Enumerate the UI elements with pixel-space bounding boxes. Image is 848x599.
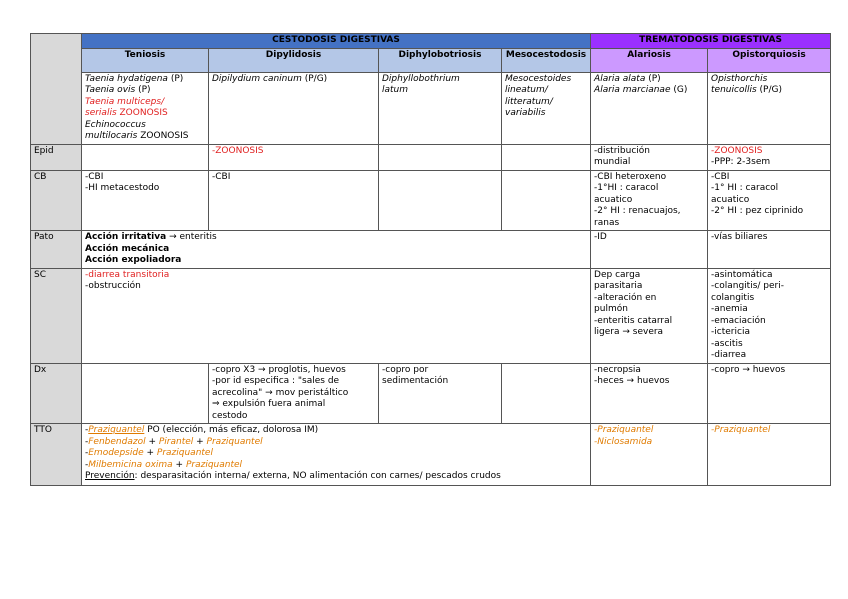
pato-alariosis: -ID	[591, 231, 708, 269]
row-label-sc: SC	[31, 268, 82, 363]
dx-diphylobotriosis: -copro por sedimentación	[379, 363, 502, 424]
row-label-tto: TTO	[31, 424, 82, 486]
sc-cestodes: -diarrea transitoria -obstrucción	[82, 268, 591, 363]
species-row	[31, 72, 831, 144]
col-teniosis: Teniosis	[82, 48, 209, 72]
group-trematodes: TREMATODOSIS DIGESTIVAS	[591, 34, 831, 49]
group-header-row	[31, 34, 831, 49]
row-tto	[31, 424, 831, 486]
species-opistorquiosis: Opisthorchis tenuicollis (P/G)	[708, 72, 831, 144]
epid-mesocestodosis	[502, 144, 591, 170]
cb-diphylobotriosis	[379, 170, 502, 231]
row-cb	[31, 170, 831, 231]
sc-alariosis: Dep carga parasitaria -alteración en pulmón -enteritis catarral ligera → severa	[591, 268, 708, 363]
dx-opistorquiosis: -copro → huevos	[708, 363, 831, 424]
species-alariosis: Alaria alata (P) Alaria marcianae (G)	[591, 72, 708, 144]
group-cestodes: CESTODOSIS DIGESTIVAS	[82, 34, 591, 49]
parasitology-table	[30, 33, 831, 486]
species-teniosis: Taenia hydatigena (P) Taenia ovis (P) Taenia multiceps/ serialis ZOONOSIS Echinococcus multilocaris ZOONOSIS	[82, 72, 209, 144]
pato-cestodes: Acción irritativa → enteritis Acción mecánica Acción expoliadora	[82, 231, 591, 269]
col-opistorquiosis: Opistorquiosis	[708, 48, 831, 72]
species-diphylobotriosis: Diphyllobothrium latum	[379, 72, 502, 144]
epid-alariosis: -distribución mundial	[591, 144, 708, 170]
cb-mesocestodosis	[502, 170, 591, 231]
row-epid	[31, 144, 831, 170]
tto-cestodes: -Praziquantel PO (elección, más eficaz, dolorosa IM) -Fenbendazol + Pirantel + Praziquantel -Emodepside + Praziquantel -Milbemicina oxima + Praziquantel Prevención: desparasitación interna/ externa, NO alimentación con carnes/ pescados crudos	[82, 424, 591, 486]
cb-dipylidosis: -CBI	[209, 170, 379, 231]
species-mesocestodosis: Mesocestoides lineatum/ litteratum/ variabilis	[502, 72, 591, 144]
tto-opistorquiosis: -Praziquantel	[708, 424, 831, 486]
row-label-cb: CB	[31, 170, 82, 231]
pato-opistorquiosis: -vías biliares	[708, 231, 831, 269]
tto-alariosis: -Praziquantel -Niclosamida	[591, 424, 708, 486]
cb-teniosis: -CBI -HI metacestodo	[82, 170, 209, 231]
cb-alariosis: -CBI heteroxeno -1°HI : caracol acuatico -2° HI : renacuajos, ranas	[591, 170, 708, 231]
epid-dipylidosis: -ZOONOSIS	[209, 144, 379, 170]
species-dipylidosis: Dipilydium caninum (P/G)	[209, 72, 379, 144]
row-label-epid: Epid	[31, 144, 82, 170]
row-sc	[31, 268, 831, 363]
sc-opistorquiosis: -asintomática -colangitis/ peri- colangitis -anemia -emaciación -ictericia -ascitis -diarrea	[708, 268, 831, 363]
dx-teniosis	[82, 363, 209, 424]
col-alariosis: Alariosis	[591, 48, 708, 72]
epid-opistorquiosis: -ZOONOSIS -PPP: 2-3sem	[708, 144, 831, 170]
dx-alariosis: -necropsia -heces → huevos	[591, 363, 708, 424]
cb-opistorquiosis: -CBI -1° HI : caracol acuatico -2° HI : pez ciprinido	[708, 170, 831, 231]
row-label-pato: Pato	[31, 231, 82, 269]
epid-teniosis	[82, 144, 209, 170]
row-label-dx: Dx	[31, 363, 82, 424]
dx-mesocestodosis	[502, 363, 591, 424]
dx-dipylidosis: -copro X3 → proglotis, huevos -por id especifica : "sales de acrecolina" → mov peristáltico ⇒ expulsión fuera animal cestodo	[209, 363, 379, 424]
column-header-row	[31, 48, 831, 72]
col-mesocestodosis: Mesocestodosis	[502, 48, 591, 72]
corner-cell	[31, 34, 82, 145]
epid-diphylobotriosis	[379, 144, 502, 170]
col-diphylobotriosis: Diphylobotriosis	[379, 48, 502, 72]
row-dx	[31, 363, 831, 424]
row-pato	[31, 231, 831, 269]
col-dipylidosis: Dipylidosis	[209, 48, 379, 72]
